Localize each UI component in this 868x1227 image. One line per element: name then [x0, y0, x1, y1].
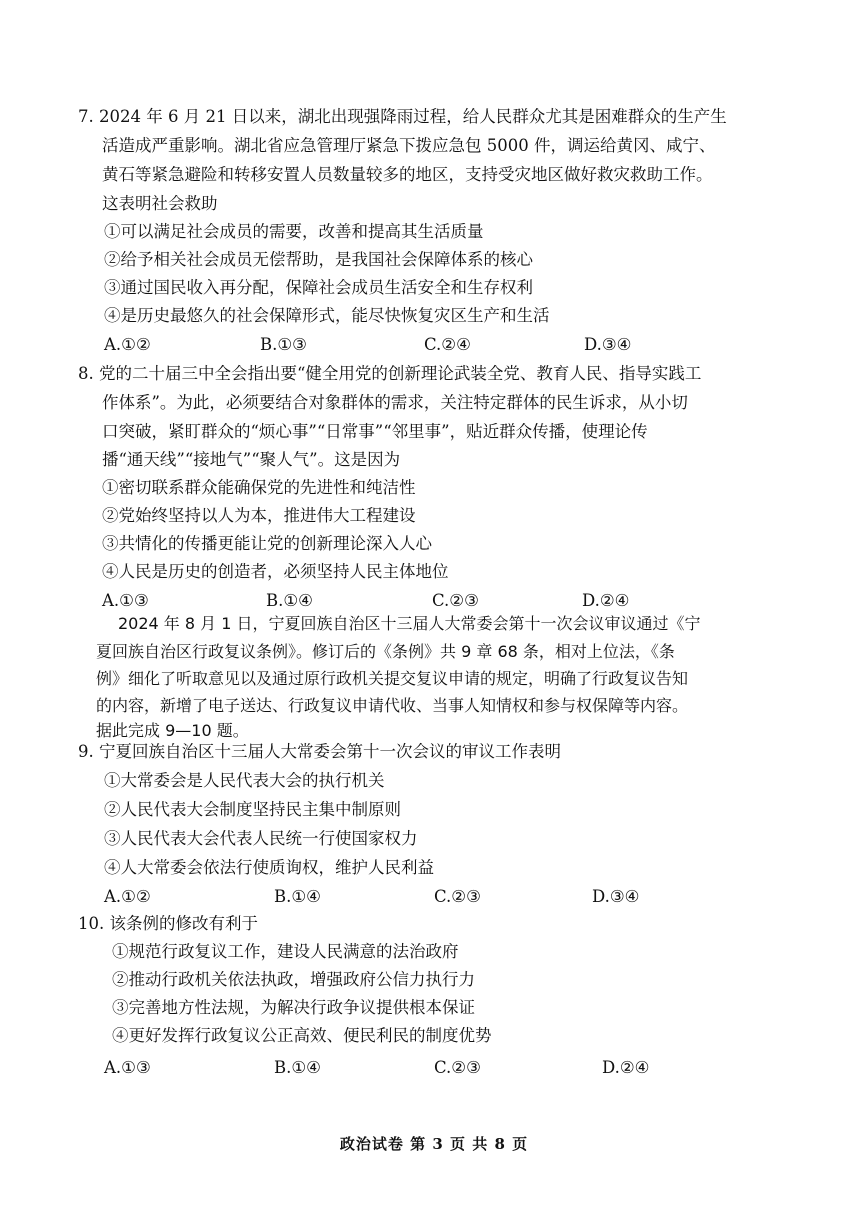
q7-statement-4: ④是历史最悠久的社会保障形式，能尽快恢复灾区生产和生活	[104, 306, 550, 325]
q7-option-b: B.①③	[260, 335, 307, 354]
q7-statement-3: ③通过国民收入再分配，保障社会成员生活安全和生存权利	[104, 278, 533, 297]
passage-line-2: 夏回族自治区行政复议条例》。修订后的《条例》共 9 章 68 条，相对上位法，《条	[96, 642, 675, 661]
q10-option-a: A.①③	[104, 1058, 151, 1077]
q8-stem-line-4: 播“通天线”“接地气”“聚人气”。这是因为	[102, 450, 401, 469]
passage-line-4: 的内容，新增了电子送达、行政复议申请代收、当事人知情权和参与权保障等内容。	[96, 696, 689, 715]
passage-line-5: 据此完成 9—10 题。	[96, 721, 249, 740]
q8-statement-3: ③共情化的传播更能让党的创新理论深入人心	[102, 534, 432, 553]
q10-statement-2: ②推动行政机关依法执政，增强政府公信力执行力	[112, 970, 475, 989]
q8-option-c: C.②③	[432, 591, 479, 610]
q9-statement-2: ②人民代表大会制度坚持民主集中制原则	[104, 800, 401, 819]
q10-option-c: C.②③	[434, 1058, 481, 1077]
q10-option-d: D.②④	[602, 1058, 650, 1077]
q8-option-b: B.①④	[266, 591, 313, 610]
q8-option-a: A.①③	[102, 591, 149, 610]
q7-statement-2: ②给予相关社会成员无偿帮助，是我国社会保障体系的核心	[104, 250, 533, 269]
q9-option-c: C.②③	[434, 887, 481, 906]
q9-stem: 9. 宁夏回族自治区十三届人大常委会第十一次会议的审议工作表明	[78, 742, 561, 761]
q8-stem-line-1: 8. 党的二十届三中全会指出要“健全用党的创新理论武装全党、教育人民、指导实践工	[78, 364, 702, 383]
page-footer: 政治试卷 第 3 页 共 8 页	[339, 1135, 529, 1153]
q9-statement-3: ③人民代表大会代表人民统一行使国家权力	[104, 829, 418, 848]
q7-stem-line-3: 黄石等紧急避险和转移安置人员数量较多的地区，支持受灾地区做好救灾救助工作。	[102, 165, 713, 184]
q7-option-c: C.②④	[424, 335, 471, 354]
q7-stem-line-1: 7. 2024 年 6 月 21 日以来，湖北出现强降雨过程，给人民群众尤其是困难群众的生产生	[78, 107, 727, 126]
q10-stem: 10. 该条例的修改有利于	[78, 914, 258, 933]
q9-option-a: A.①②	[104, 887, 151, 906]
q8-statement-2: ②党始终坚持以人为本，推进伟大工程建设	[102, 506, 416, 525]
q8-option-d: D.②④	[582, 591, 630, 610]
q9-statement-1: ①大常委会是人民代表大会的执行机关	[104, 771, 385, 790]
q10-statement-1: ①规范行政复议工作，建设人民满意的法治政府	[112, 942, 459, 961]
passage-line-1: 2024 年 8 月 1 日，宁夏回族自治区十三届人大常委会第十一次会议审议通过《宁	[118, 614, 701, 633]
q7-stem-line-2: 活造成严重影响。湖北省应急管理厅紧急下拨应急包 5000 件，调运给黄冈、咸宁、	[102, 136, 716, 155]
q7-statement-1: ①可以满足社会成员的需要，改善和提高其生活质量	[104, 222, 484, 241]
q7-stem-line-4: 这表明社会救助	[102, 194, 218, 213]
q7-option-a: A.①②	[104, 335, 151, 354]
q9-statement-4: ④人大常委会依法行使质询权，维护人民利益	[104, 858, 434, 877]
q8-stem-line-2: 作体系”。为此，必须要结合对象群体的需求，关注特定群体的民生诉求，从小切	[102, 393, 688, 412]
q9-option-d: D.③④	[592, 887, 640, 906]
q9-option-b: B.①④	[274, 887, 321, 906]
q8-statement-4: ④人民是历史的创造者，必须坚持人民主体地位	[102, 562, 449, 581]
q8-statement-1: ①密切联系群众能确保党的先进性和纯洁性	[102, 478, 416, 497]
q10-option-b: B.①④	[274, 1058, 321, 1077]
q10-statement-4: ④更好发挥行政复议公正高效、便民利民的制度优势	[112, 1026, 492, 1045]
q10-statement-3: ③完善地方性法规，为解决行政争议提供根本保证	[112, 998, 475, 1017]
passage-line-3: 例》细化了听取意见以及通过原行政机关提交复议申请的规定，明确了行政复议告知	[96, 669, 689, 688]
q7-option-d: D.③④	[584, 335, 632, 354]
q8-stem-line-3: 口突破，紧盯群众的“烦心事”“日常事”“邻里事”，贴近群众传播，使理论传	[102, 422, 648, 441]
